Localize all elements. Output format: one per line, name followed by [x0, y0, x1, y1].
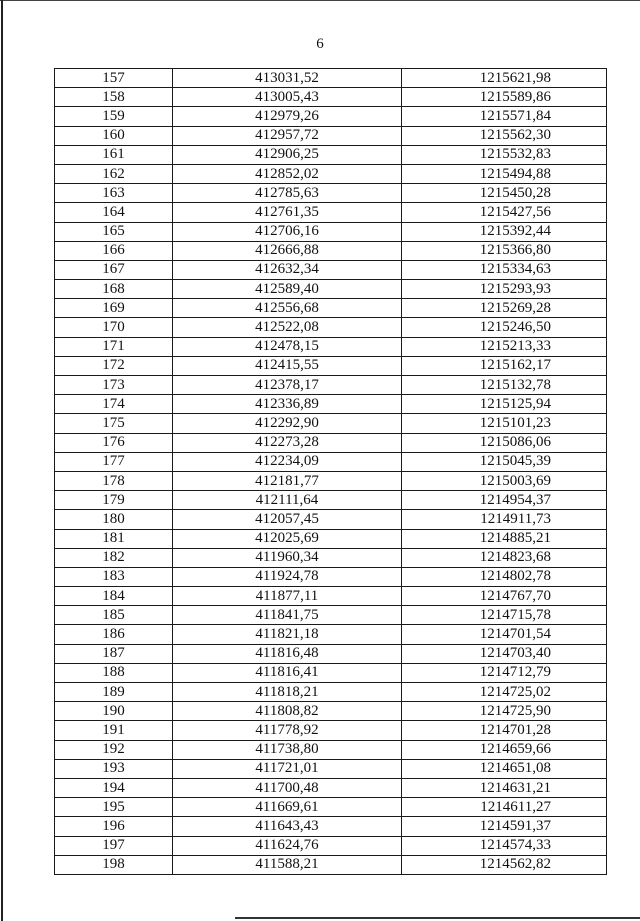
- y-coordinate-cell: 1214651,08: [402, 759, 607, 778]
- point-number-cell: 158: [55, 88, 173, 107]
- x-coordinate-cell: 412025,69: [173, 529, 402, 548]
- table-row: [55, 817, 607, 836]
- point-number-cell: 188: [55, 663, 173, 682]
- table-row: [55, 740, 607, 759]
- point-number-cell: 182: [55, 548, 173, 567]
- y-coordinate-cell: 1215086,06: [402, 433, 607, 452]
- point-number-cell: 171: [55, 337, 173, 356]
- point-number-cell: 160: [55, 126, 173, 145]
- x-coordinate-cell: 412785,63: [173, 184, 402, 203]
- point-number-cell: 157: [55, 69, 173, 88]
- point-number-cell: 186: [55, 625, 173, 644]
- x-coordinate-cell: 411669,61: [173, 798, 402, 817]
- table-row: [55, 260, 607, 279]
- point-number-cell: 180: [55, 510, 173, 529]
- point-number-cell: 165: [55, 222, 173, 241]
- table-row: [55, 491, 607, 510]
- point-number-cell: 161: [55, 145, 173, 164]
- point-number-cell: 184: [55, 587, 173, 606]
- point-number-cell: 193: [55, 759, 173, 778]
- table-row: [55, 510, 607, 529]
- y-coordinate-cell: 1215427,56: [402, 203, 607, 222]
- table-row: [55, 778, 607, 797]
- point-number-cell: 185: [55, 606, 173, 625]
- x-coordinate-cell: 412057,45: [173, 510, 402, 529]
- table-row: [55, 683, 607, 702]
- y-coordinate-cell: 1214562,82: [402, 855, 607, 874]
- table-row: [55, 471, 607, 490]
- table-row: [55, 702, 607, 721]
- point-number-cell: 198: [55, 855, 173, 874]
- table-row: [55, 280, 607, 299]
- point-number-cell: 196: [55, 817, 173, 836]
- point-number-cell: 174: [55, 395, 173, 414]
- table-row: [55, 759, 607, 778]
- page-edge-bottom: [235, 917, 640, 919]
- y-coordinate-cell: 1214631,21: [402, 778, 607, 797]
- point-number-cell: 163: [55, 184, 173, 203]
- y-coordinate-cell: 1215494,88: [402, 164, 607, 183]
- x-coordinate-cell: 411818,21: [173, 683, 402, 702]
- y-coordinate-cell: 1214701,54: [402, 625, 607, 644]
- y-coordinate-cell: 1215101,23: [402, 414, 607, 433]
- y-coordinate-cell: 1215392,44: [402, 222, 607, 241]
- table-row: [55, 88, 607, 107]
- point-number-cell: 173: [55, 376, 173, 395]
- point-number-cell: 191: [55, 721, 173, 740]
- y-coordinate-cell: 1215589,86: [402, 88, 607, 107]
- y-coordinate-cell: 1215269,28: [402, 299, 607, 318]
- y-coordinate-cell: 1215334,63: [402, 260, 607, 279]
- point-number-cell: 181: [55, 529, 173, 548]
- y-coordinate-cell: 1214701,28: [402, 721, 607, 740]
- point-number-cell: 164: [55, 203, 173, 222]
- table-row: [55, 376, 607, 395]
- point-number-cell: 176: [55, 433, 173, 452]
- table-row: [55, 721, 607, 740]
- table-row: [55, 356, 607, 375]
- table-row: [55, 663, 607, 682]
- x-coordinate-cell: 411700,48: [173, 778, 402, 797]
- y-coordinate-cell: 1214802,78: [402, 567, 607, 586]
- y-coordinate-cell: 1215366,80: [402, 241, 607, 260]
- point-number-cell: 194: [55, 778, 173, 797]
- x-coordinate-cell: 411960,34: [173, 548, 402, 567]
- y-coordinate-cell: 1215532,83: [402, 145, 607, 164]
- x-coordinate-cell: 411721,01: [173, 759, 402, 778]
- point-number-cell: 167: [55, 260, 173, 279]
- page-edge-top: [0, 0, 640, 1]
- y-coordinate-cell: 1215571,84: [402, 107, 607, 126]
- y-coordinate-cell: 1214712,79: [402, 663, 607, 682]
- coordinates-table-body: [55, 69, 607, 875]
- table-row: [55, 548, 607, 567]
- x-coordinate-cell: 412706,16: [173, 222, 402, 241]
- point-number-cell: 166: [55, 241, 173, 260]
- y-coordinate-cell: 1214591,37: [402, 817, 607, 836]
- x-coordinate-cell: 411924,78: [173, 567, 402, 586]
- x-coordinate-cell: 412273,28: [173, 433, 402, 452]
- table-row: [55, 644, 607, 663]
- x-coordinate-cell: 412979,26: [173, 107, 402, 126]
- y-coordinate-cell: 1214954,37: [402, 491, 607, 510]
- coordinates-table: [54, 68, 607, 875]
- x-coordinate-cell: 412632,34: [173, 260, 402, 279]
- table-row: [55, 69, 607, 88]
- page-edge-left: [1, 0, 3, 921]
- table-row: [55, 567, 607, 586]
- y-coordinate-cell: 1215293,93: [402, 280, 607, 299]
- y-coordinate-cell: 1215132,78: [402, 376, 607, 395]
- point-number-cell: 178: [55, 471, 173, 490]
- x-coordinate-cell: 412378,17: [173, 376, 402, 395]
- point-number-cell: 190: [55, 702, 173, 721]
- table-row: [55, 241, 607, 260]
- point-number-cell: 172: [55, 356, 173, 375]
- table-row: [55, 625, 607, 644]
- x-coordinate-cell: 412666,88: [173, 241, 402, 260]
- y-coordinate-cell: 1214767,70: [402, 587, 607, 606]
- point-number-cell: 197: [55, 836, 173, 855]
- table-row: [55, 452, 607, 471]
- x-coordinate-cell: 412852,02: [173, 164, 402, 183]
- x-coordinate-cell: 412478,15: [173, 337, 402, 356]
- table-row: [55, 529, 607, 548]
- table-row: [55, 855, 607, 874]
- y-coordinate-cell: 1215213,33: [402, 337, 607, 356]
- x-coordinate-cell: 412292,90: [173, 414, 402, 433]
- table-row: [55, 587, 607, 606]
- table-row: [55, 299, 607, 318]
- y-coordinate-cell: 1214725,90: [402, 702, 607, 721]
- table-row: [55, 164, 607, 183]
- table-row: [55, 337, 607, 356]
- x-coordinate-cell: 411588,21: [173, 855, 402, 874]
- y-coordinate-cell: 1215125,94: [402, 395, 607, 414]
- table-row: [55, 222, 607, 241]
- x-coordinate-cell: 412336,89: [173, 395, 402, 414]
- x-coordinate-cell: 411877,11: [173, 587, 402, 606]
- point-number-cell: 192: [55, 740, 173, 759]
- table-row: [55, 107, 607, 126]
- table-row: [55, 203, 607, 222]
- point-number-cell: 195: [55, 798, 173, 817]
- x-coordinate-cell: 412415,55: [173, 356, 402, 375]
- x-coordinate-cell: 412589,40: [173, 280, 402, 299]
- x-coordinate-cell: 412181,77: [173, 471, 402, 490]
- point-number-cell: 183: [55, 567, 173, 586]
- y-coordinate-cell: 1215246,50: [402, 318, 607, 337]
- x-coordinate-cell: 413005,43: [173, 88, 402, 107]
- x-coordinate-cell: 411624,76: [173, 836, 402, 855]
- x-coordinate-cell: 411821,18: [173, 625, 402, 644]
- point-number-cell: 177: [55, 452, 173, 471]
- table-row: [55, 318, 607, 337]
- table-row: [55, 606, 607, 625]
- table-row: [55, 145, 607, 164]
- y-coordinate-cell: 1215621,98: [402, 69, 607, 88]
- x-coordinate-cell: 412234,09: [173, 452, 402, 471]
- y-coordinate-cell: 1214823,68: [402, 548, 607, 567]
- x-coordinate-cell: 411816,41: [173, 663, 402, 682]
- y-coordinate-cell: 1214611,27: [402, 798, 607, 817]
- y-coordinate-cell: 1215045,39: [402, 452, 607, 471]
- table-row: [55, 836, 607, 855]
- table-row: [55, 798, 607, 817]
- x-coordinate-cell: 411643,43: [173, 817, 402, 836]
- y-coordinate-cell: 1214715,78: [402, 606, 607, 625]
- y-coordinate-cell: 1215562,30: [402, 126, 607, 145]
- point-number-cell: 169: [55, 299, 173, 318]
- point-number-cell: 168: [55, 280, 173, 299]
- point-number-cell: 159: [55, 107, 173, 126]
- x-coordinate-cell: 412957,72: [173, 126, 402, 145]
- y-coordinate-cell: 1214659,66: [402, 740, 607, 759]
- x-coordinate-cell: 411778,92: [173, 721, 402, 740]
- x-coordinate-cell: 412556,68: [173, 299, 402, 318]
- y-coordinate-cell: 1214725,02: [402, 683, 607, 702]
- x-coordinate-cell: 411738,80: [173, 740, 402, 759]
- x-coordinate-cell: 411841,75: [173, 606, 402, 625]
- y-coordinate-cell: 1214574,33: [402, 836, 607, 855]
- page-number: 6: [316, 36, 324, 52]
- x-coordinate-cell: 412522,08: [173, 318, 402, 337]
- x-coordinate-cell: 411808,82: [173, 702, 402, 721]
- x-coordinate-cell: 412761,35: [173, 203, 402, 222]
- x-coordinate-cell: 412906,25: [173, 145, 402, 164]
- table-row: [55, 184, 607, 203]
- x-coordinate-cell: 413031,52: [173, 69, 402, 88]
- point-number-cell: 162: [55, 164, 173, 183]
- x-coordinate-cell: 412111,64: [173, 491, 402, 510]
- y-coordinate-cell: 1214885,21: [402, 529, 607, 548]
- table-row: [55, 395, 607, 414]
- y-coordinate-cell: 1214911,73: [402, 510, 607, 529]
- y-coordinate-cell: 1214703,40: [402, 644, 607, 663]
- x-coordinate-cell: 411816,48: [173, 644, 402, 663]
- point-number-cell: 179: [55, 491, 173, 510]
- point-number-cell: 175: [55, 414, 173, 433]
- table-row: [55, 414, 607, 433]
- y-coordinate-cell: 1215162,17: [402, 356, 607, 375]
- y-coordinate-cell: 1215450,28: [402, 184, 607, 203]
- y-coordinate-cell: 1215003,69: [402, 471, 607, 490]
- point-number-cell: 187: [55, 644, 173, 663]
- table-row: [55, 433, 607, 452]
- point-number-cell: 170: [55, 318, 173, 337]
- table-row: [55, 126, 607, 145]
- point-number-cell: 189: [55, 683, 173, 702]
